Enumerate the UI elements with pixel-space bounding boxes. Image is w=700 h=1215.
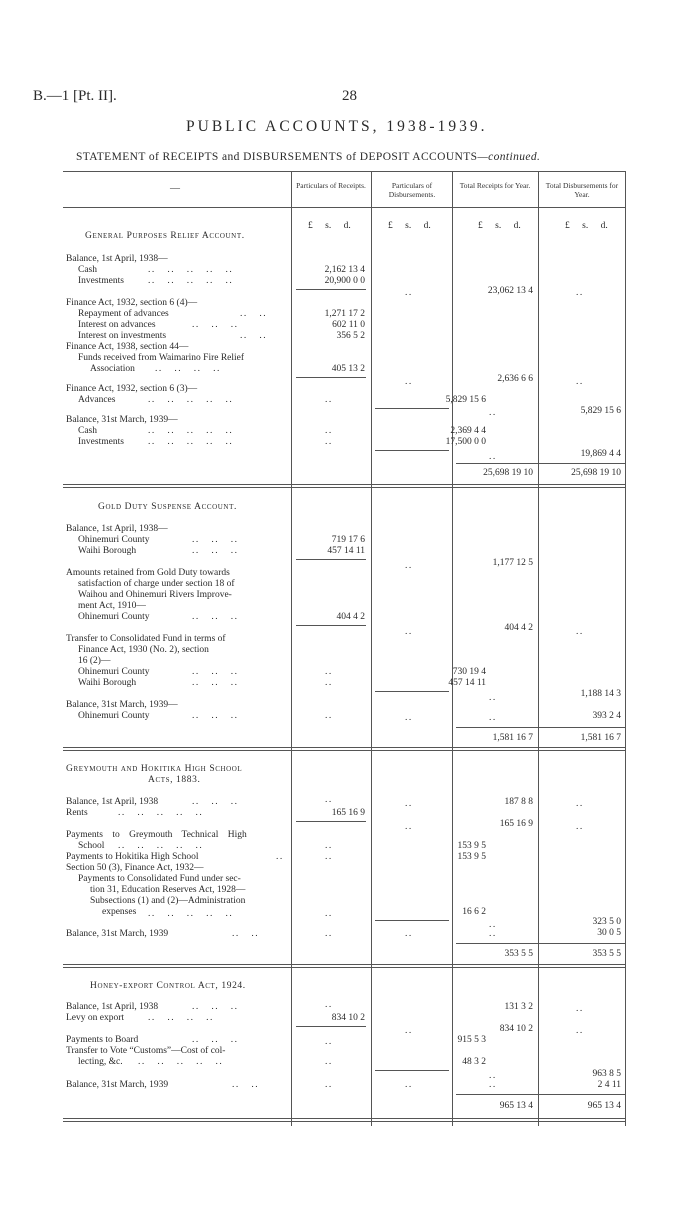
leader-dots: .. .. — [232, 929, 260, 939]
receipt-amount: 165 16 9 — [331, 808, 365, 818]
total-disbursement-amount: 1,188 14 3 — [580, 689, 621, 699]
row-label: ment Act, 1910— — [78, 601, 146, 611]
leader-dots: .. .. .. .. .. — [148, 437, 234, 447]
row-label: Waihou and Ohinemuri Rivers Improve- — [78, 590, 232, 600]
leader-dots: .. — [325, 795, 333, 805]
leader-dots: .. — [576, 1026, 584, 1036]
header-rule — [63, 207, 626, 208]
table-bottom-rule — [63, 1118, 626, 1122]
leader-dots: .. — [325, 1000, 333, 1010]
leader-dots: .. .. .. .. .. — [148, 909, 234, 919]
leader-dots: .. — [325, 711, 333, 721]
subtitle-main: STATEMENT of RECEIPTS and DISBURSEMENTS of DEPOSIT ACCOUNTS — [76, 151, 478, 163]
receipt-amount: 356 5 2 — [336, 331, 365, 341]
leader-dots: .. .. .. .. .. — [148, 265, 234, 275]
row-label: Payments to Board — [66, 1035, 139, 1045]
row-label: Payments to Greymouth Technical High — [66, 830, 247, 840]
row-label: Association — [90, 364, 135, 374]
total-disbursements-sum: 965 13 4 — [587, 1101, 621, 1111]
row-label: Ohinemuri County — [78, 711, 150, 721]
leader-dots: .. .. .. — [192, 612, 239, 622]
column-divider — [371, 171, 372, 1126]
leader-dots: .. — [489, 929, 497, 939]
leader-dots: .. — [489, 1071, 497, 1081]
total-receipts-sum: 965 13 4 — [499, 1101, 533, 1111]
row-label: Ohinemuri County — [78, 535, 150, 545]
row-label: Transfer to Vote “Customs”—Cost of col- — [66, 1046, 226, 1056]
total-rule — [456, 943, 625, 944]
total-receipts-sum: 1,581 16 7 — [492, 733, 533, 743]
leader-dots: .. .. .. — [192, 711, 239, 721]
row-label: Waihi Borough — [78, 678, 137, 688]
leader-dots: .. .. .. .. .. — [118, 808, 204, 818]
total-receipt-amount: 834 10 2 — [499, 1024, 533, 1034]
section-title: Gold Duty Suspense Account. — [98, 502, 237, 512]
report-reference: B.—1 [Pt. II]. — [33, 88, 117, 104]
units-label: £ s. d. — [478, 221, 521, 231]
leader-dots: .. — [489, 713, 497, 723]
leader-dots: .. — [405, 929, 413, 939]
row-label: Balance, 31st March, 1939— — [66, 415, 178, 425]
disbursement-amount: 5,829 15 6 — [445, 395, 486, 405]
total-receipts-sum: 353 5 5 — [504, 949, 533, 959]
subtotal-rule — [375, 691, 449, 692]
leader-dots: .. — [325, 678, 333, 688]
section-end-rule — [63, 964, 626, 968]
leader-dots: .. — [405, 627, 413, 637]
leader-dots: .. — [405, 288, 413, 298]
row-label: Levy on export — [66, 1013, 125, 1023]
total-receipt-amount: 404 4 2 — [504, 623, 533, 633]
leader-dots: .. .. .. — [192, 678, 239, 688]
leader-dots: .. — [576, 1004, 584, 1014]
subtitle-continued: —continued. — [477, 151, 541, 163]
row-label: lecting, &c. — [78, 1057, 123, 1067]
leader-dots: .. .. — [232, 1080, 260, 1090]
total-receipts-header: Total Receipts for Year. — [459, 181, 531, 190]
row-label: Amounts retained from Gold Duty towards — [66, 568, 230, 578]
row-label: Finance Act, 1932, section 6 (4)— — [66, 298, 198, 308]
leader-dots: .. .. .. .. — [148, 1013, 214, 1023]
section-title: General Purposes Relief Account. — [85, 231, 245, 241]
subtotal-rule — [375, 1070, 449, 1071]
leader-dots: .. — [576, 288, 584, 298]
leader-dots: .. .. .. .. .. — [118, 841, 204, 851]
disbursement-amount: 915 5 3 — [457, 1035, 486, 1045]
leader-dots: .. .. .. .. .. — [148, 276, 234, 286]
receipt-amount: 405 13 2 — [331, 364, 365, 374]
receipt-amount: 1,271 17 2 — [324, 309, 365, 319]
subtotal-rule — [296, 289, 366, 290]
leader-dots: .. — [325, 1057, 333, 1067]
section-end-rule — [63, 484, 626, 488]
units-label: £ s. d. — [388, 221, 431, 231]
disbursement-amount: 17,500 0 0 — [445, 437, 486, 447]
row-label: Transfer to Consolidated Fund in terms of — [66, 634, 226, 644]
leader-dots: .. .. .. — [192, 1035, 239, 1045]
total-receipt-amount: 187 8 8 — [504, 797, 533, 807]
row-label: Balance, 31st March, 1939 — [66, 1080, 169, 1090]
description-header: — — [170, 183, 180, 194]
total-receipts-sum: 25,698 19 10 — [483, 468, 533, 478]
receipt-amount: 404 4 2 — [336, 612, 365, 622]
leader-dots: .. .. — [240, 309, 268, 319]
leader-dots: .. — [325, 909, 333, 919]
row-label: satisfaction of charge under section 18 of — [78, 579, 235, 589]
disbursement-amount: 153 9 5 — [457, 841, 486, 851]
row-label: Interest on advances — [78, 320, 156, 330]
total-rule — [456, 1094, 625, 1095]
leader-dots: .. — [405, 713, 413, 723]
leader-dots: .. — [405, 561, 413, 571]
receipts-header: Particulars of Receipts. — [296, 181, 366, 190]
page-title: PUBLIC ACCOUNTS, 1938-1939. — [186, 118, 488, 135]
total-disbursements-sum: 1,581 16 7 — [580, 733, 621, 743]
row-label: Funds received from Waimarino Fire Relief — [78, 353, 245, 363]
total-rule — [456, 463, 625, 464]
row-label: Balance, 1st April, 1938 — [66, 1002, 159, 1012]
leader-dots: .. — [325, 841, 333, 851]
leader-dots: .. — [405, 1026, 413, 1036]
row-label: Waihi Borough — [78, 546, 137, 556]
table-top-rule — [63, 171, 626, 172]
row-label: Balance, 31st March, 1939— — [66, 700, 178, 710]
leader-dots: .. — [325, 395, 333, 405]
leader-dots: .. .. .. — [192, 546, 239, 556]
disbursements-header: Particulars of Disbursements. — [388, 181, 436, 199]
disbursement-amount: 48 3 2 — [462, 1057, 486, 1067]
row-label: Interest on investments — [78, 331, 167, 341]
row-label: Finance Act, 1938, section 44— — [66, 342, 189, 352]
leader-dots: .. .. .. .. .. — [148, 426, 234, 436]
row-label: Finance Act, 1932, section 6 (3)— — [66, 384, 198, 394]
leader-dots: .. .. .. .. .. — [148, 395, 234, 405]
leader-dots: .. — [325, 667, 333, 677]
leader-dots: .. — [576, 822, 584, 832]
leader-dots: .. — [489, 1080, 497, 1090]
row-label: tion 31, Education Reserves Act, 1928— — [90, 885, 246, 895]
leader-dots: .. — [276, 852, 284, 862]
total-disbursement-amount: 5,829 15 6 — [580, 406, 621, 416]
row-label: Cash — [78, 265, 97, 275]
total-rule — [456, 727, 625, 728]
row-label: Finance Act, 1930 (No. 2), section — [78, 645, 209, 655]
section-end-rule — [63, 747, 626, 751]
row-label: Ohinemuri County — [78, 612, 150, 622]
leader-dots: .. — [576, 627, 584, 637]
receipt-amount: 2,162 13 4 — [324, 265, 365, 275]
row-label: Advances — [78, 395, 116, 405]
leader-dots: .. — [576, 377, 584, 387]
column-divider — [538, 171, 539, 1126]
leader-dots: .. .. .. — [192, 797, 239, 807]
total-disbursement-amount: 30 0 5 — [597, 928, 621, 938]
leader-dots: .. — [489, 920, 497, 930]
leader-dots: .. — [405, 377, 413, 387]
leader-dots: .. — [489, 452, 497, 462]
subtotal-rule — [375, 920, 449, 921]
section-title: Honey-export Control Act, 1924. — [90, 981, 246, 991]
total-receipt-amount: 1,177 12 5 — [492, 558, 533, 568]
leader-dots: .. — [405, 1080, 413, 1090]
disbursement-amount: 2,369 4 4 — [450, 426, 486, 436]
disbursement-amount: 730 19 4 — [452, 667, 486, 677]
total-disbursements-header: Total Disbursements for Year. — [545, 181, 619, 199]
leader-dots: .. .. .. — [192, 535, 239, 545]
units-label: £ s. d. — [308, 221, 351, 231]
leader-dots: .. .. .. .. — [155, 364, 221, 374]
leader-dots: .. — [489, 693, 497, 703]
disbursement-amount: 153 9 5 — [457, 852, 486, 862]
total-disbursement-amount: 2 4 11 — [597, 1080, 621, 1090]
receipt-amount: 602 11 0 — [332, 320, 365, 330]
leader-dots: .. — [325, 1037, 333, 1047]
receipt-amount: 834 10 2 — [331, 1013, 365, 1023]
total-receipt-amount: 165 16 9 — [499, 819, 533, 829]
row-label: Investments — [78, 437, 124, 447]
total-disbursement-amount: 323 5 0 — [592, 917, 621, 927]
leader-dots: .. — [325, 437, 333, 447]
leader-dots: .. .. .. — [192, 1002, 239, 1012]
receipt-amount: 20,900 0 0 — [324, 276, 365, 286]
row-label: School — [78, 841, 105, 851]
row-label: Balance, 1st April, 1938— — [66, 524, 168, 534]
leader-dots: .. .. .. — [192, 320, 239, 330]
total-disbursement-amount: 963 8 5 — [592, 1069, 621, 1079]
column-divider — [452, 171, 453, 1126]
leader-dots: .. .. — [240, 331, 268, 341]
total-disbursements-sum: 25,698 19 10 — [571, 468, 621, 478]
row-label: Balance, 31st March, 1939 — [66, 929, 169, 939]
leader-dots: .. — [325, 929, 333, 939]
section-title: Greymouth and Hokitika High School — [66, 764, 243, 774]
total-receipt-amount: 131 3 2 — [504, 1002, 533, 1012]
disbursement-amount: 16 6 2 — [462, 907, 486, 917]
row-label: Section 50 (3), Finance Act, 1932— — [66, 863, 204, 873]
subtotal-rule — [375, 408, 449, 409]
leader-dots: .. — [325, 426, 333, 436]
leader-dots: .. — [325, 1080, 333, 1090]
subtotal-rule — [296, 625, 366, 626]
row-label: Investments — [78, 276, 124, 286]
total-receipt-amount: 2,636 6 6 — [497, 374, 533, 384]
column-divider — [291, 171, 292, 1126]
row-label: expenses — [102, 907, 137, 917]
leader-dots: .. — [489, 408, 497, 418]
row-label: Balance, 1st April, 1938— — [66, 254, 168, 264]
receipt-amount: 719 17 6 — [331, 535, 365, 545]
disbursement-amount: 457 14 11 — [448, 678, 486, 688]
leader-dots: .. .. .. — [192, 667, 239, 677]
row-label: Balance, 1st April, 1938 — [66, 797, 159, 807]
row-label: Cash — [78, 426, 97, 436]
leader-dots: .. — [325, 852, 333, 862]
total-disbursement-amount: 393 2 4 — [592, 711, 621, 721]
total-receipt-amount: 23,062 13 4 — [487, 286, 533, 296]
row-label: Subsections (1) and (2)—Administration — [90, 896, 246, 906]
receipt-amount: 457 14 11 — [327, 546, 365, 556]
row-label: Repayment of advances — [78, 309, 169, 319]
subtotal-rule — [296, 1026, 366, 1027]
units-label: £ s. d. — [565, 221, 608, 231]
row-label: 16 (2)— — [78, 656, 111, 666]
subtotal-rule — [296, 559, 366, 560]
page-number: 28 — [342, 88, 357, 104]
subtotal-rule — [375, 450, 449, 451]
column-divider — [625, 171, 626, 1126]
leader-dots: .. — [576, 799, 584, 809]
row-label: Rents — [66, 808, 88, 818]
subtotal-rule — [296, 821, 366, 822]
leader-dots: .. — [405, 799, 413, 809]
total-disbursements-sum: 353 5 5 — [592, 949, 621, 959]
row-label: Ohinemuri County — [78, 667, 150, 677]
leader-dots: .. .. .. .. .. — [138, 1057, 224, 1067]
row-label: Payments to Consolidated Fund under sec- — [78, 874, 241, 884]
subtotal-rule — [296, 377, 366, 378]
section-title: Acts, 1883. — [148, 775, 201, 785]
total-disbursement-amount: 19,869 4 4 — [580, 449, 621, 459]
page-subtitle — [76, 151, 540, 163]
row-label: Payments to Hokitika High School — [66, 852, 199, 862]
leader-dots: .. — [405, 822, 413, 832]
